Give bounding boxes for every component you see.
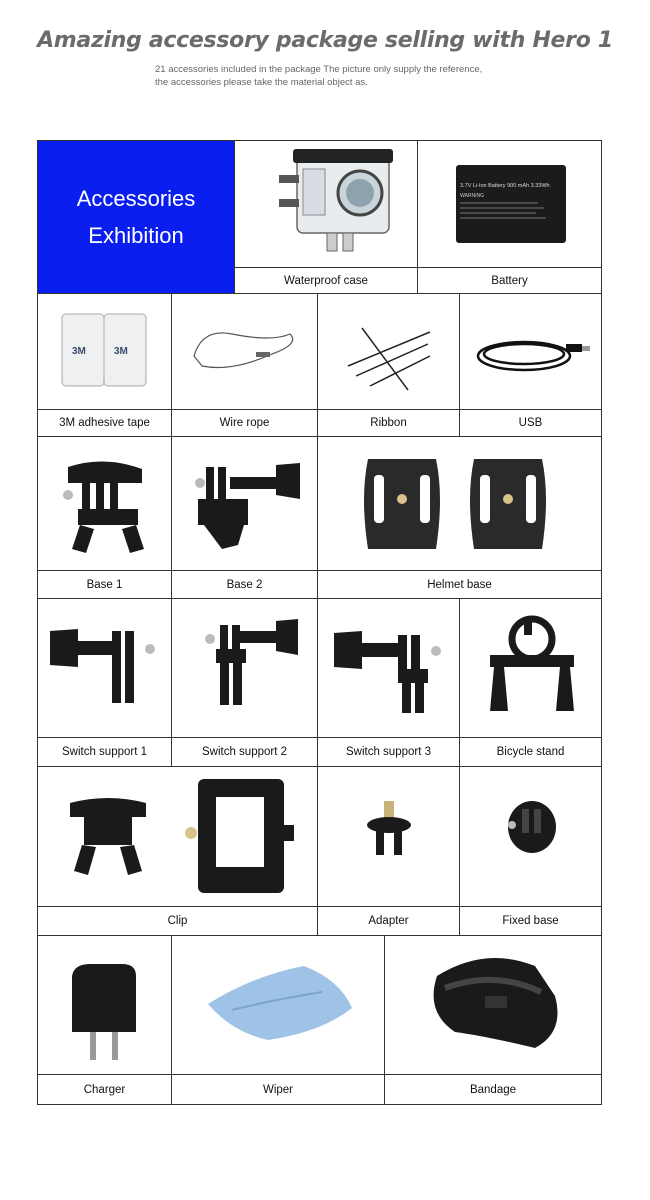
wiper-cloth-image <box>172 936 386 1076</box>
wiper-cell <box>171 935 385 1075</box>
bicycle-stand-cell <box>459 598 602 738</box>
bicycle-stand-image <box>460 599 603 739</box>
exhibition-line-1: Accessories <box>76 186 196 211</box>
base1-cell <box>37 436 172 571</box>
ribbon-cell <box>317 293 460 410</box>
helmet-base-label: Helmet base <box>317 570 602 599</box>
adhesive-tape-cell <box>37 293 172 410</box>
base1-label: Base 1 <box>37 570 172 599</box>
switch3-label: Switch support 3 <box>317 737 460 767</box>
charger-label: Charger <box>37 1074 172 1105</box>
subtitle-line-2: the accessories please take the material object as. <box>155 77 368 88</box>
waterproof-case-cell <box>234 140 418 268</box>
waterproof-case-label: Waterproof case <box>234 267 418 294</box>
battery-image <box>418 141 603 269</box>
base2-label: Base 2 <box>171 570 318 599</box>
accessories-exhibition-panel <box>37 140 235 294</box>
clip-cell <box>37 766 318 907</box>
clip-label: Clip <box>37 906 318 936</box>
exhibition-line-2: Exhibition <box>88 223 184 248</box>
switch-support-3-image <box>318 599 461 739</box>
adapter-image <box>318 767 461 908</box>
bandage-strap-image <box>385 936 603 1076</box>
svg-text:3M: 3M <box>72 346 86 357</box>
bandage-label: Bandage <box>384 1074 602 1105</box>
page-subtitle <box>155 63 482 89</box>
ribbon-label: Ribbon <box>317 409 460 437</box>
adapter-label: Adapter <box>317 906 460 936</box>
wire-rope-image <box>172 294 319 411</box>
base2-cell <box>171 436 318 571</box>
helmet-base-image <box>318 437 603 572</box>
fixed-base-image <box>460 767 603 908</box>
adhesive-tape-label: 3M adhesive tape <box>37 409 172 437</box>
switch-support-1-image <box>38 599 173 739</box>
usb-cell <box>459 293 602 410</box>
bicycle-stand-label: Bicycle stand <box>459 737 602 767</box>
adapter-cell <box>317 766 460 907</box>
switch2-cell <box>171 598 318 738</box>
clip-image <box>38 767 319 908</box>
page-title: Amazing accessory package selling with Hero 1 <box>37 28 613 53</box>
adhesive-tape-image <box>38 294 173 411</box>
base1-image <box>38 437 173 572</box>
switch-support-2-image <box>172 599 319 739</box>
switch1-label: Switch support 1 <box>37 737 172 767</box>
battery-caption: Battery <box>417 267 602 294</box>
usb-cable-image <box>460 294 603 411</box>
subtitle-line-1: 21 accessories included in the package The picture only supply the reference, <box>155 64 483 75</box>
charger-image <box>38 936 173 1076</box>
battery-cell <box>417 140 602 268</box>
battery-warning-text: WARNING <box>460 193 484 199</box>
fixed-base-label: Fixed base <box>459 906 602 936</box>
switch1-cell <box>37 598 172 738</box>
svg-text:3M: 3M <box>114 346 128 357</box>
fixed-base-cell <box>459 766 602 907</box>
wire-rope-label: Wire rope <box>171 409 318 437</box>
switch2-label: Switch support 2 <box>171 737 318 767</box>
helmet-base-cell <box>317 436 602 571</box>
switch3-cell <box>317 598 460 738</box>
wiper-label: Wiper <box>171 1074 385 1105</box>
usb-label: USB <box>459 409 602 437</box>
base2-image <box>172 437 319 572</box>
bandage-cell <box>384 935 602 1075</box>
ribbon-image <box>318 294 461 411</box>
battery-label-line: 3.7V Li-Ion Battery 900 mAh 3.33Wh <box>460 183 550 189</box>
wire-rope-cell <box>171 293 318 410</box>
waterproof-case-image <box>235 141 419 269</box>
charger-cell <box>37 935 172 1075</box>
